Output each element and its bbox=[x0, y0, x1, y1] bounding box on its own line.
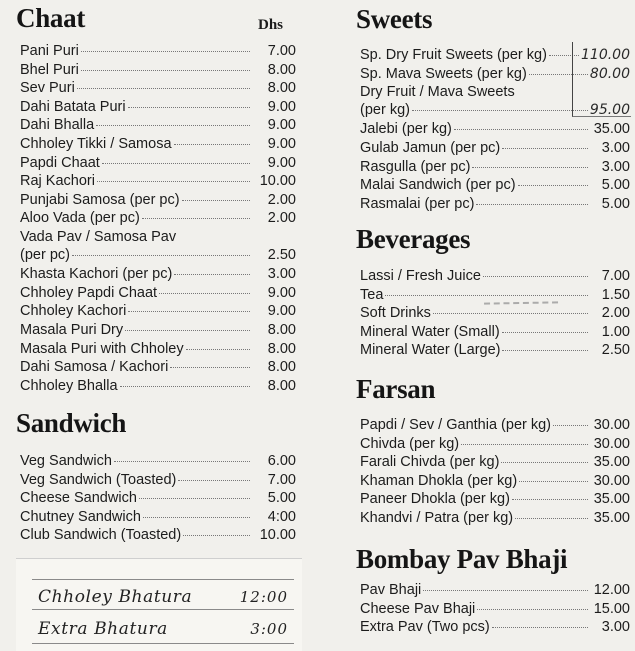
sticker-rule bbox=[32, 609, 294, 610]
pav-bhaji-heading: Bombay Pav Bhaji bbox=[356, 544, 568, 574]
menu-item-price: 9.00 bbox=[267, 117, 296, 134]
menu-item bbox=[360, 453, 630, 472]
menu-item-price: 8.00 bbox=[267, 322, 296, 338]
sticker-rule bbox=[32, 579, 294, 580]
menu-item-name-continued: (per kg) bbox=[360, 102, 410, 119]
leader-dots bbox=[178, 480, 250, 481]
menu-item bbox=[20, 191, 296, 210]
menu-item-name: Chholey Bhalla bbox=[20, 377, 118, 394]
menu-item bbox=[20, 452, 296, 471]
leader-dots bbox=[143, 517, 250, 518]
menu-item-price: 7.00 bbox=[267, 43, 296, 59]
menu-item-name: Extra Pav (Two pcs) bbox=[360, 619, 490, 636]
menu-item-name: Jalebi (per kg) bbox=[360, 121, 452, 138]
menu-item bbox=[20, 61, 296, 80]
leader-dots bbox=[454, 129, 588, 130]
menu-item bbox=[360, 581, 630, 600]
menu-item bbox=[20, 508, 296, 527]
menu-item-name: Bhel Puri bbox=[20, 61, 79, 78]
menu-item-name: Punjabi Samosa (per pc) bbox=[20, 191, 180, 208]
menu-item bbox=[20, 302, 296, 321]
menu-item bbox=[20, 154, 296, 173]
menu-item bbox=[20, 358, 296, 377]
menu-item-name: Tea bbox=[360, 286, 384, 303]
menu-item bbox=[20, 228, 296, 264]
leader-dots bbox=[412, 110, 588, 111]
menu-item-price: 9.00 bbox=[267, 154, 296, 171]
menu-item-price: 10.00 bbox=[259, 527, 296, 544]
leader-dots bbox=[125, 330, 250, 331]
menu-item bbox=[20, 526, 296, 545]
leader-dots bbox=[120, 386, 250, 387]
menu-item-price: 30.00 bbox=[593, 472, 630, 489]
menu-item bbox=[20, 42, 296, 61]
menu-item-name: Mineral Water (Large) bbox=[360, 342, 501, 359]
menu-item bbox=[360, 509, 630, 528]
menu-item bbox=[360, 158, 630, 177]
leader-dots bbox=[483, 276, 588, 277]
menu-item-price: 8.00 bbox=[267, 61, 296, 78]
sticker-item-name: Chholey Bhatura bbox=[38, 587, 193, 607]
menu-item-price: 8.00 bbox=[267, 340, 296, 357]
menu-item-price: 2.50 bbox=[267, 247, 296, 263]
menu-item-price: 6.00 bbox=[267, 453, 296, 469]
menu-item-price: 35.00 bbox=[593, 491, 630, 508]
leader-dots bbox=[502, 350, 588, 351]
menu-item-price: 1.50 bbox=[601, 286, 630, 303]
leader-dots bbox=[472, 167, 588, 168]
menu-item-price: 10.00 bbox=[259, 173, 296, 190]
menu-item bbox=[20, 284, 296, 303]
menu-item-name: Farali Chivda (per kg) bbox=[360, 454, 500, 471]
leader-dots bbox=[461, 444, 588, 445]
menu-item-name: Malai Sandwich (per pc) bbox=[360, 177, 516, 194]
menu-item-price: 5.00 bbox=[601, 177, 630, 194]
leader-dots bbox=[81, 51, 250, 52]
menu-item bbox=[20, 265, 296, 284]
leader-dots bbox=[518, 185, 588, 186]
menu-item-name: Soft Drinks bbox=[360, 305, 431, 322]
menu-item-price: 3.00 bbox=[601, 140, 630, 156]
menu-item-price: 4:00 bbox=[267, 508, 296, 525]
menu-item-price: 2.00 bbox=[267, 210, 296, 227]
menu-item bbox=[360, 435, 630, 454]
menu-item-price: 2.50 bbox=[601, 342, 630, 359]
menu-item-name: Rasmalai (per pc) bbox=[360, 195, 475, 212]
sticker-rule bbox=[32, 643, 294, 644]
menu-item bbox=[20, 377, 296, 396]
leader-dots bbox=[512, 499, 588, 500]
sandwich-heading: Sandwich bbox=[16, 408, 127, 438]
menu-item bbox=[20, 116, 296, 135]
leader-dots bbox=[502, 332, 588, 333]
menu-item-name: Pav Bhaji bbox=[360, 582, 422, 598]
leader-dots bbox=[97, 181, 250, 182]
menu-item-price: 7.00 bbox=[601, 268, 630, 284]
menu-item-price: 9.00 bbox=[267, 303, 296, 320]
menu-item bbox=[360, 304, 630, 323]
leader-dots bbox=[423, 590, 588, 591]
ink-smudge bbox=[484, 296, 558, 304]
menu-item-name: Veg Sandwich bbox=[20, 453, 112, 469]
menu-item-name: Khaman Dhokla (per kg) bbox=[360, 472, 518, 489]
menu-item bbox=[360, 176, 630, 195]
menu-item bbox=[20, 471, 296, 490]
menu-item-price: 5.00 bbox=[601, 195, 630, 212]
menu-item-price: 95.00 bbox=[589, 102, 630, 119]
menu-item-price: 7.00 bbox=[267, 471, 296, 488]
leader-dots bbox=[77, 88, 250, 89]
menu-item-price: 3.00 bbox=[267, 266, 296, 283]
leader-dots bbox=[183, 535, 250, 536]
leader-dots bbox=[159, 293, 250, 294]
leader-dots bbox=[170, 367, 250, 368]
sticker-item bbox=[38, 587, 288, 607]
menu-item bbox=[360, 416, 630, 435]
menu-item-price: 9.00 bbox=[267, 98, 296, 115]
menu-item-price: 5.00 bbox=[267, 490, 296, 507]
menu-item-name: Chutney Sandwich bbox=[20, 508, 141, 525]
leader-dots bbox=[128, 107, 250, 108]
menu-item-price: 110.00 bbox=[581, 47, 630, 63]
leader-dots bbox=[519, 481, 588, 482]
menu-item bbox=[360, 472, 630, 491]
menu-item-name: Khasta Kachori (per pc) bbox=[20, 266, 173, 283]
menu-item-name: Sev Puri bbox=[20, 80, 75, 97]
menu-item bbox=[360, 139, 630, 158]
leader-dots bbox=[81, 70, 250, 71]
leader-dots bbox=[182, 200, 250, 201]
menu-item-price: 3.00 bbox=[601, 619, 630, 636]
menu-item bbox=[360, 490, 630, 509]
leader-dots bbox=[477, 609, 588, 610]
menu-item-name: Rasgulla (per pc) bbox=[360, 158, 471, 175]
handwritten-price-box bbox=[572, 42, 631, 117]
menu-item-price: 80.00 bbox=[589, 65, 630, 82]
menu-item-price: 2.00 bbox=[267, 191, 296, 208]
menu-item-name: Papdi Chaat bbox=[20, 154, 100, 171]
menu-item-name: Paneer Dhokla (per kg) bbox=[360, 491, 510, 508]
menu-item-name: Veg Sandwich (Toasted) bbox=[20, 471, 177, 488]
menu-item-name: Gulab Jamun (per pc) bbox=[360, 140, 501, 156]
leader-dots bbox=[174, 274, 250, 275]
leader-dots bbox=[433, 313, 588, 314]
menu-item-price: 8.00 bbox=[267, 377, 296, 394]
menu-item bbox=[20, 321, 296, 340]
menu-item bbox=[20, 340, 296, 359]
menu-item-name: Papdi / Sev / Ganthia (per kg) bbox=[360, 417, 552, 433]
menu-item bbox=[20, 79, 296, 98]
menu-item-name: Chivda (per kg) bbox=[360, 435, 460, 452]
leader-dots bbox=[501, 462, 588, 463]
menu-item bbox=[360, 618, 630, 637]
menu-item-name: Chholey Papdi Chaat bbox=[20, 284, 158, 301]
menu-item-price: 35.00 bbox=[593, 121, 630, 138]
menu-item-name: Dahi Batata Puri bbox=[20, 98, 126, 115]
sticker-item-name: Extra Bhatura bbox=[38, 619, 168, 639]
leader-dots bbox=[128, 311, 250, 312]
menu-item bbox=[360, 267, 630, 286]
menu-item-name: Khandvi / Patra (per kg) bbox=[360, 510, 514, 526]
sticker-item-price: 12:00 bbox=[239, 588, 288, 606]
menu-item-price: 30.00 bbox=[593, 417, 630, 433]
chaat-heading: Chaat bbox=[16, 3, 86, 33]
menu-item-price: 9.00 bbox=[267, 284, 296, 301]
menu-item-name: Dry Fruit / Mava Sweets bbox=[360, 84, 515, 101]
menu-item bbox=[20, 209, 296, 228]
menu-item bbox=[20, 489, 296, 508]
menu-item-name: Sp. Mava Sweets (per kg) bbox=[360, 65, 527, 82]
menu-item-name: Chholey Tikki / Samosa bbox=[20, 136, 172, 152]
menu-item-price: 2.00 bbox=[601, 305, 630, 322]
menu-item bbox=[360, 600, 630, 619]
menu-item-price: 8.00 bbox=[267, 359, 296, 376]
menu-item bbox=[20, 98, 296, 117]
menu-item-name: Masala Puri Dry bbox=[20, 322, 124, 338]
menu-item bbox=[360, 120, 630, 139]
sticker-item bbox=[38, 619, 288, 639]
menu-item-name: Lassi / Fresh Juice bbox=[360, 268, 481, 284]
menu-item bbox=[360, 323, 630, 342]
leader-dots bbox=[174, 144, 250, 145]
leader-dots bbox=[476, 204, 588, 205]
currency-unit: Dhs bbox=[258, 17, 284, 33]
leader-dots bbox=[114, 461, 250, 462]
leader-dots bbox=[186, 349, 250, 350]
menu-item-name-continued: (per pc) bbox=[20, 247, 70, 263]
menu-item-name: Cheese Pav Bhaji bbox=[360, 600, 476, 617]
menu-item-name: Dahi Bhalla bbox=[20, 117, 95, 134]
menu-item-name: Pani Puri bbox=[20, 43, 79, 59]
leader-dots bbox=[139, 498, 250, 499]
menu-item-price: 35.00 bbox=[593, 454, 630, 471]
menu-item-name: Cheese Sandwich bbox=[20, 490, 137, 507]
leader-dots bbox=[553, 425, 588, 426]
menu-item-name: Chholey Kachori bbox=[20, 303, 127, 320]
menu-item-price: 35.00 bbox=[593, 510, 630, 526]
beverages-heading: Beverages bbox=[356, 224, 471, 254]
leader-dots bbox=[515, 518, 588, 519]
sweets-heading: Sweets bbox=[356, 4, 433, 34]
sticker-item-price: 3:00 bbox=[250, 620, 288, 638]
menu-item bbox=[20, 172, 296, 191]
menu-item-name: Club Sandwich (Toasted) bbox=[20, 527, 182, 544]
leader-dots bbox=[492, 627, 588, 628]
menu-item-name: Sp. Dry Fruit Sweets (per kg) bbox=[360, 47, 547, 63]
leader-dots bbox=[96, 125, 250, 126]
menu-item-price: 15.00 bbox=[593, 600, 630, 617]
menu-item-price: 30.00 bbox=[593, 435, 630, 452]
menu-item-name: Raj Kachori bbox=[20, 173, 95, 190]
leader-dots bbox=[102, 163, 250, 164]
menu-item-price: 12.00 bbox=[593, 582, 630, 598]
menu-item bbox=[360, 341, 630, 360]
menu-item-name: Dahi Samosa / Kachori bbox=[20, 359, 169, 376]
leader-dots bbox=[72, 255, 250, 256]
leader-dots bbox=[502, 148, 588, 149]
menu-item bbox=[360, 195, 630, 214]
menu-item-price: 1.00 bbox=[601, 323, 630, 340]
menu-item-price: 8.00 bbox=[267, 80, 296, 97]
menu-item-price: 9.00 bbox=[267, 136, 296, 152]
leader-dots bbox=[142, 218, 250, 219]
farsan-heading: Farsan bbox=[356, 374, 436, 404]
menu-item-name: Vada Pav / Samosa Pav bbox=[20, 229, 177, 245]
menu-item bbox=[20, 135, 296, 154]
handwritten-sticker bbox=[16, 558, 302, 651]
menu-item-price: 3.00 bbox=[601, 158, 630, 175]
menu-item-name: Aloo Vada (per pc) bbox=[20, 210, 140, 227]
menu-item-name: Mineral Water (Small) bbox=[360, 323, 500, 340]
menu-item-name: Masala Puri with Chholey bbox=[20, 340, 184, 357]
